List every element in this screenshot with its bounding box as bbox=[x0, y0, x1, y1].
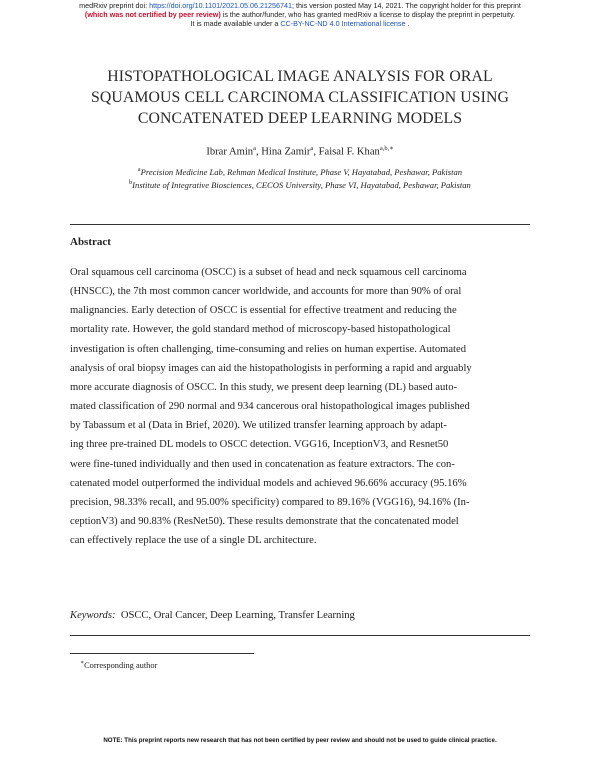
affiliation-b: $^b$Institute of Integrative Biosciences, CECOS University, Phase VI, Hayatabad, Peshawar, Pakistan bbox=[129, 180, 471, 190]
footnote-rule bbox=[70, 653, 254, 654]
preprint-banner bbox=[0, 2, 600, 28]
author-name: Ibrar Amin bbox=[206, 146, 254, 158]
abstract-line: precision, 98.33% recall, and 95.00% specificity) compared to 89.16% (VGG16), 94.16% (In- bbox=[70, 496, 470, 508]
abstract-line: were fine-tuned individually and then used in concatenation as feature extractors. The con- bbox=[70, 458, 455, 470]
abstract-line: mated classification of 290 normal and 934 cancerous oral histopathological images published bbox=[70, 401, 470, 413]
abstract-body bbox=[70, 263, 532, 550]
banner-line-1: medRxiv preprint doi: https://doi.org/10.1101/2021.05.06.21256741; this version posted May 14, 2021. The copyright holder for this preprint bbox=[79, 1, 521, 10]
abstract-line: Oral squamous cell carcinoma (OSCC) is a subset of head and neck squamous cell carcinoma bbox=[70, 267, 467, 278]
keywords-line bbox=[70, 610, 532, 621]
banner-line-3: It is made available under a CC-BY-NC-ND 4.0 International license . bbox=[190, 18, 410, 28]
clinical-practice-note: NOTE: This preprint reports new research that has not been certified by peer review and should not be used to guide clinical practice. bbox=[103, 737, 497, 744]
abstract-bottom-rule bbox=[70, 635, 530, 636]
abstract-line: mortality rate. However, the gold standard method of microscopy-based histopathological bbox=[70, 324, 451, 336]
keywords-list: OSCC, Oral Cancer, Deep Learning, Transfer Learning bbox=[120, 610, 355, 621]
abstract-line: more accurate diagnosis of OSCC. In this study, we present deep learning (DL) based auto- bbox=[70, 381, 458, 393]
affiliation-a: $^a$Precision Medicine Lab, Rehman Medical Institute, Phase V, Hayatabad, Peshawar, Pakistan bbox=[137, 167, 463, 177]
abstract-line: by Tabassum et al (Data in Brief, 2020). We utilized transfer learning approach by adapt- bbox=[70, 420, 447, 432]
abstract-line: can effectively replace the use of a single DL architecture. bbox=[70, 535, 317, 547]
abstract-line: ing three pre-trained DL models to OSCC detection. VGG16, InceptionV3, and Resnet50 bbox=[70, 439, 449, 451]
author-name: Hina Zamir bbox=[261, 146, 311, 158]
author-list: Ibrar Amin$^a$, Hina Zamir$^a$, Faisal F. Khan$^{a,b,∗}$ bbox=[206, 145, 394, 158]
abstract-line: malignancies. Early detection of OSCC is essential for effective treatment and reducing the bbox=[70, 305, 457, 317]
abstract-line: ceptionV3) and 90.83% (ResNet50). These results demonstrate that the concatenated model bbox=[70, 516, 459, 528]
abstract-line: catenated model outperformed the individual models and achieved 96.66% accuracy (95.16% bbox=[70, 477, 467, 489]
abstract-line: investigation is often challenging, time-consuming and relies on human expertise. Automated bbox=[70, 343, 466, 355]
banner-line-2: (which was not certified by peer review) is the author/funder, who has granted medRxiv a license to display the preprint in perpetuity. bbox=[84, 9, 516, 19]
peer-review-notice: (which was not certified by peer review) bbox=[84, 9, 221, 19]
abstract-line: analysis of oral biopsy images can aid the histopathologists in performing a rapid and arguably bbox=[70, 362, 472, 374]
abstract-top-rule bbox=[70, 224, 530, 225]
license-link[interactable]: CC-BY-NC-ND 4.0 International license bbox=[280, 18, 406, 28]
keywords-label: Keywords: bbox=[70, 610, 116, 621]
author-name: Faisal F. Khan bbox=[318, 146, 380, 158]
doi-link[interactable]: https://doi.org/10.1101/2021.05.06.21256741 bbox=[149, 1, 293, 10]
abstract-line: (HNSCC), the 7th most common cancer worldwide, and accounts for more than 90% of oral bbox=[70, 286, 462, 298]
footnote: ∗Corresponding author bbox=[80, 660, 158, 670]
paper-title: HISTOPATHOLOGICAL IMAGE ANALYSIS FOR ORAL SQUAMOUS CELL CARCINOMA CLASSIFICATION USING CONCATENATED DEEP LEARNING MODELS bbox=[90, 68, 510, 127]
abstract-heading: Abstract bbox=[70, 236, 111, 248]
